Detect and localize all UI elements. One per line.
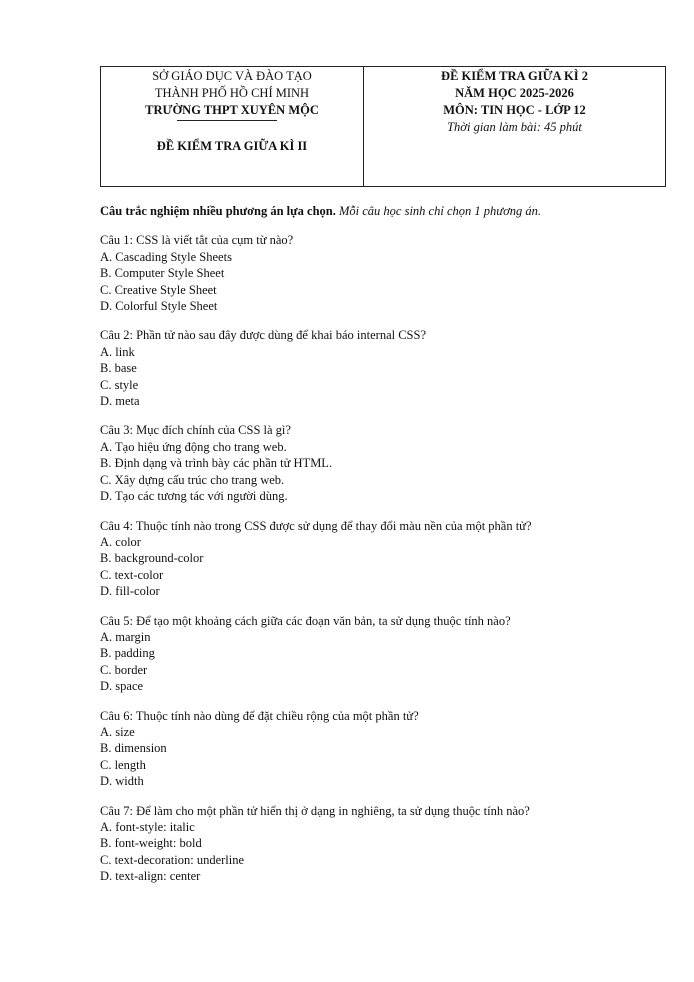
department-line: SỞ GIÁO DỤC VÀ ĐÀO TẠO — [152, 69, 312, 83]
answer-option: B. dimension — [100, 741, 167, 756]
header-left-cell — [101, 67, 364, 186]
exam-title: ĐỀ KIỂM TRA GIỮA KÌ 2 — [441, 69, 588, 83]
answer-option: A. Tạo hiệu ứng động cho trang web. — [100, 439, 287, 454]
answer-option: D. text-align: center — [100, 869, 201, 884]
answer-option: D. Colorful Style Sheet — [100, 299, 218, 314]
city-line: THÀNH PHỐ HỒ CHÍ MINH — [154, 86, 310, 100]
exam-content — [100, 203, 666, 898]
question-text: Câu 2: Phần tử nào sau đây được dùng để khai báo internal CSS? — [100, 328, 427, 343]
answer-option: D. meta — [100, 394, 140, 409]
answer-option: B. base — [100, 361, 137, 376]
exam-header-table — [100, 66, 666, 187]
school-name-text: TRƯỜNG THPT XUYÊN MỘC — [145, 103, 319, 117]
question-text: Câu 7: Để làm cho một phần tử hiển thị ở dạng in nghiêng, ta sử dụng thuộc tính nào? — [100, 803, 530, 818]
instructions — [100, 203, 666, 219]
question-text: Câu 4: Thuộc tính nào trong CSS được sử dụng để thay đổi màu nền của một phần tử? — [100, 518, 532, 533]
question-block — [100, 518, 666, 600]
instructions-italic: Mỗi câu học sinh chỉ chọn 1 phương án. — [338, 204, 541, 218]
answer-option: B. background-color — [100, 551, 204, 566]
answer-option: B. Định dạng và trình bày các phần tử HTML. — [100, 456, 333, 471]
question-list — [100, 232, 666, 884]
school-underline — [177, 120, 277, 121]
answer-option: B. padding — [100, 646, 155, 661]
question-text: Câu 3: Mục đích chính của CSS là gì? — [100, 423, 291, 438]
answer-option: D. Tạo các tương tác với người dùng. — [100, 489, 288, 504]
question-block — [100, 708, 666, 790]
answer-option: C. Xây dựng cấu trúc cho trang web. — [100, 472, 285, 487]
school-year: NĂM HỌC 2025-2026 — [455, 86, 574, 100]
answer-option: A. link — [100, 344, 135, 359]
answer-option: A. color — [100, 534, 141, 549]
question-block — [100, 327, 666, 409]
answer-option: C. Creative Style Sheet — [100, 282, 217, 297]
answer-option: C. length — [100, 757, 146, 772]
question-block — [100, 803, 666, 885]
answer-option: C. style — [100, 377, 139, 392]
answer-option: A. size — [100, 724, 135, 739]
answer-option: B. Computer Style Sheet — [100, 266, 225, 281]
answer-option: C. text-decoration: underline — [100, 852, 245, 867]
answer-option: D. space — [100, 679, 144, 694]
answer-option: D. fill-color — [100, 584, 160, 599]
school-name — [145, 102, 319, 119]
answer-option: B. font-weight: bold — [100, 836, 202, 851]
time-limit: Thời gian làm bài: 45 phút — [447, 120, 582, 134]
question-block — [100, 422, 666, 504]
question-text: Câu 6: Thuộc tính nào dùng để đặt chiều rộng của một phần tử? — [100, 708, 419, 723]
exam-label-left: ĐỀ KIỂM TRA GIỮA KÌ II — [156, 139, 308, 153]
question-text: Câu 1: CSS là viết tắt của cụm từ nào? — [100, 233, 294, 248]
answer-option: A. Cascading Style Sheets — [100, 249, 232, 264]
subject-line: MÔN: TIN HỌC - LỚP 12 — [443, 103, 586, 117]
answer-option: D. width — [100, 774, 144, 789]
school-name-wrap — [101, 102, 363, 119]
answer-option: C. text-color — [100, 567, 164, 582]
question-text: Câu 5: Để tạo một khoảng cách giữa các đoạn văn bản, ta sử dụng thuộc tính nào? — [100, 613, 511, 628]
question-block — [100, 613, 666, 695]
instructions-bold: Câu trắc nghiệm nhiều phương án lựa chọn. — [100, 204, 336, 218]
answer-option: A. font-style: italic — [100, 820, 195, 834]
answer-option: A. margin — [100, 629, 151, 644]
answer-option: C. border — [100, 662, 148, 677]
question-block — [100, 232, 666, 314]
header-right-cell — [364, 67, 665, 186]
